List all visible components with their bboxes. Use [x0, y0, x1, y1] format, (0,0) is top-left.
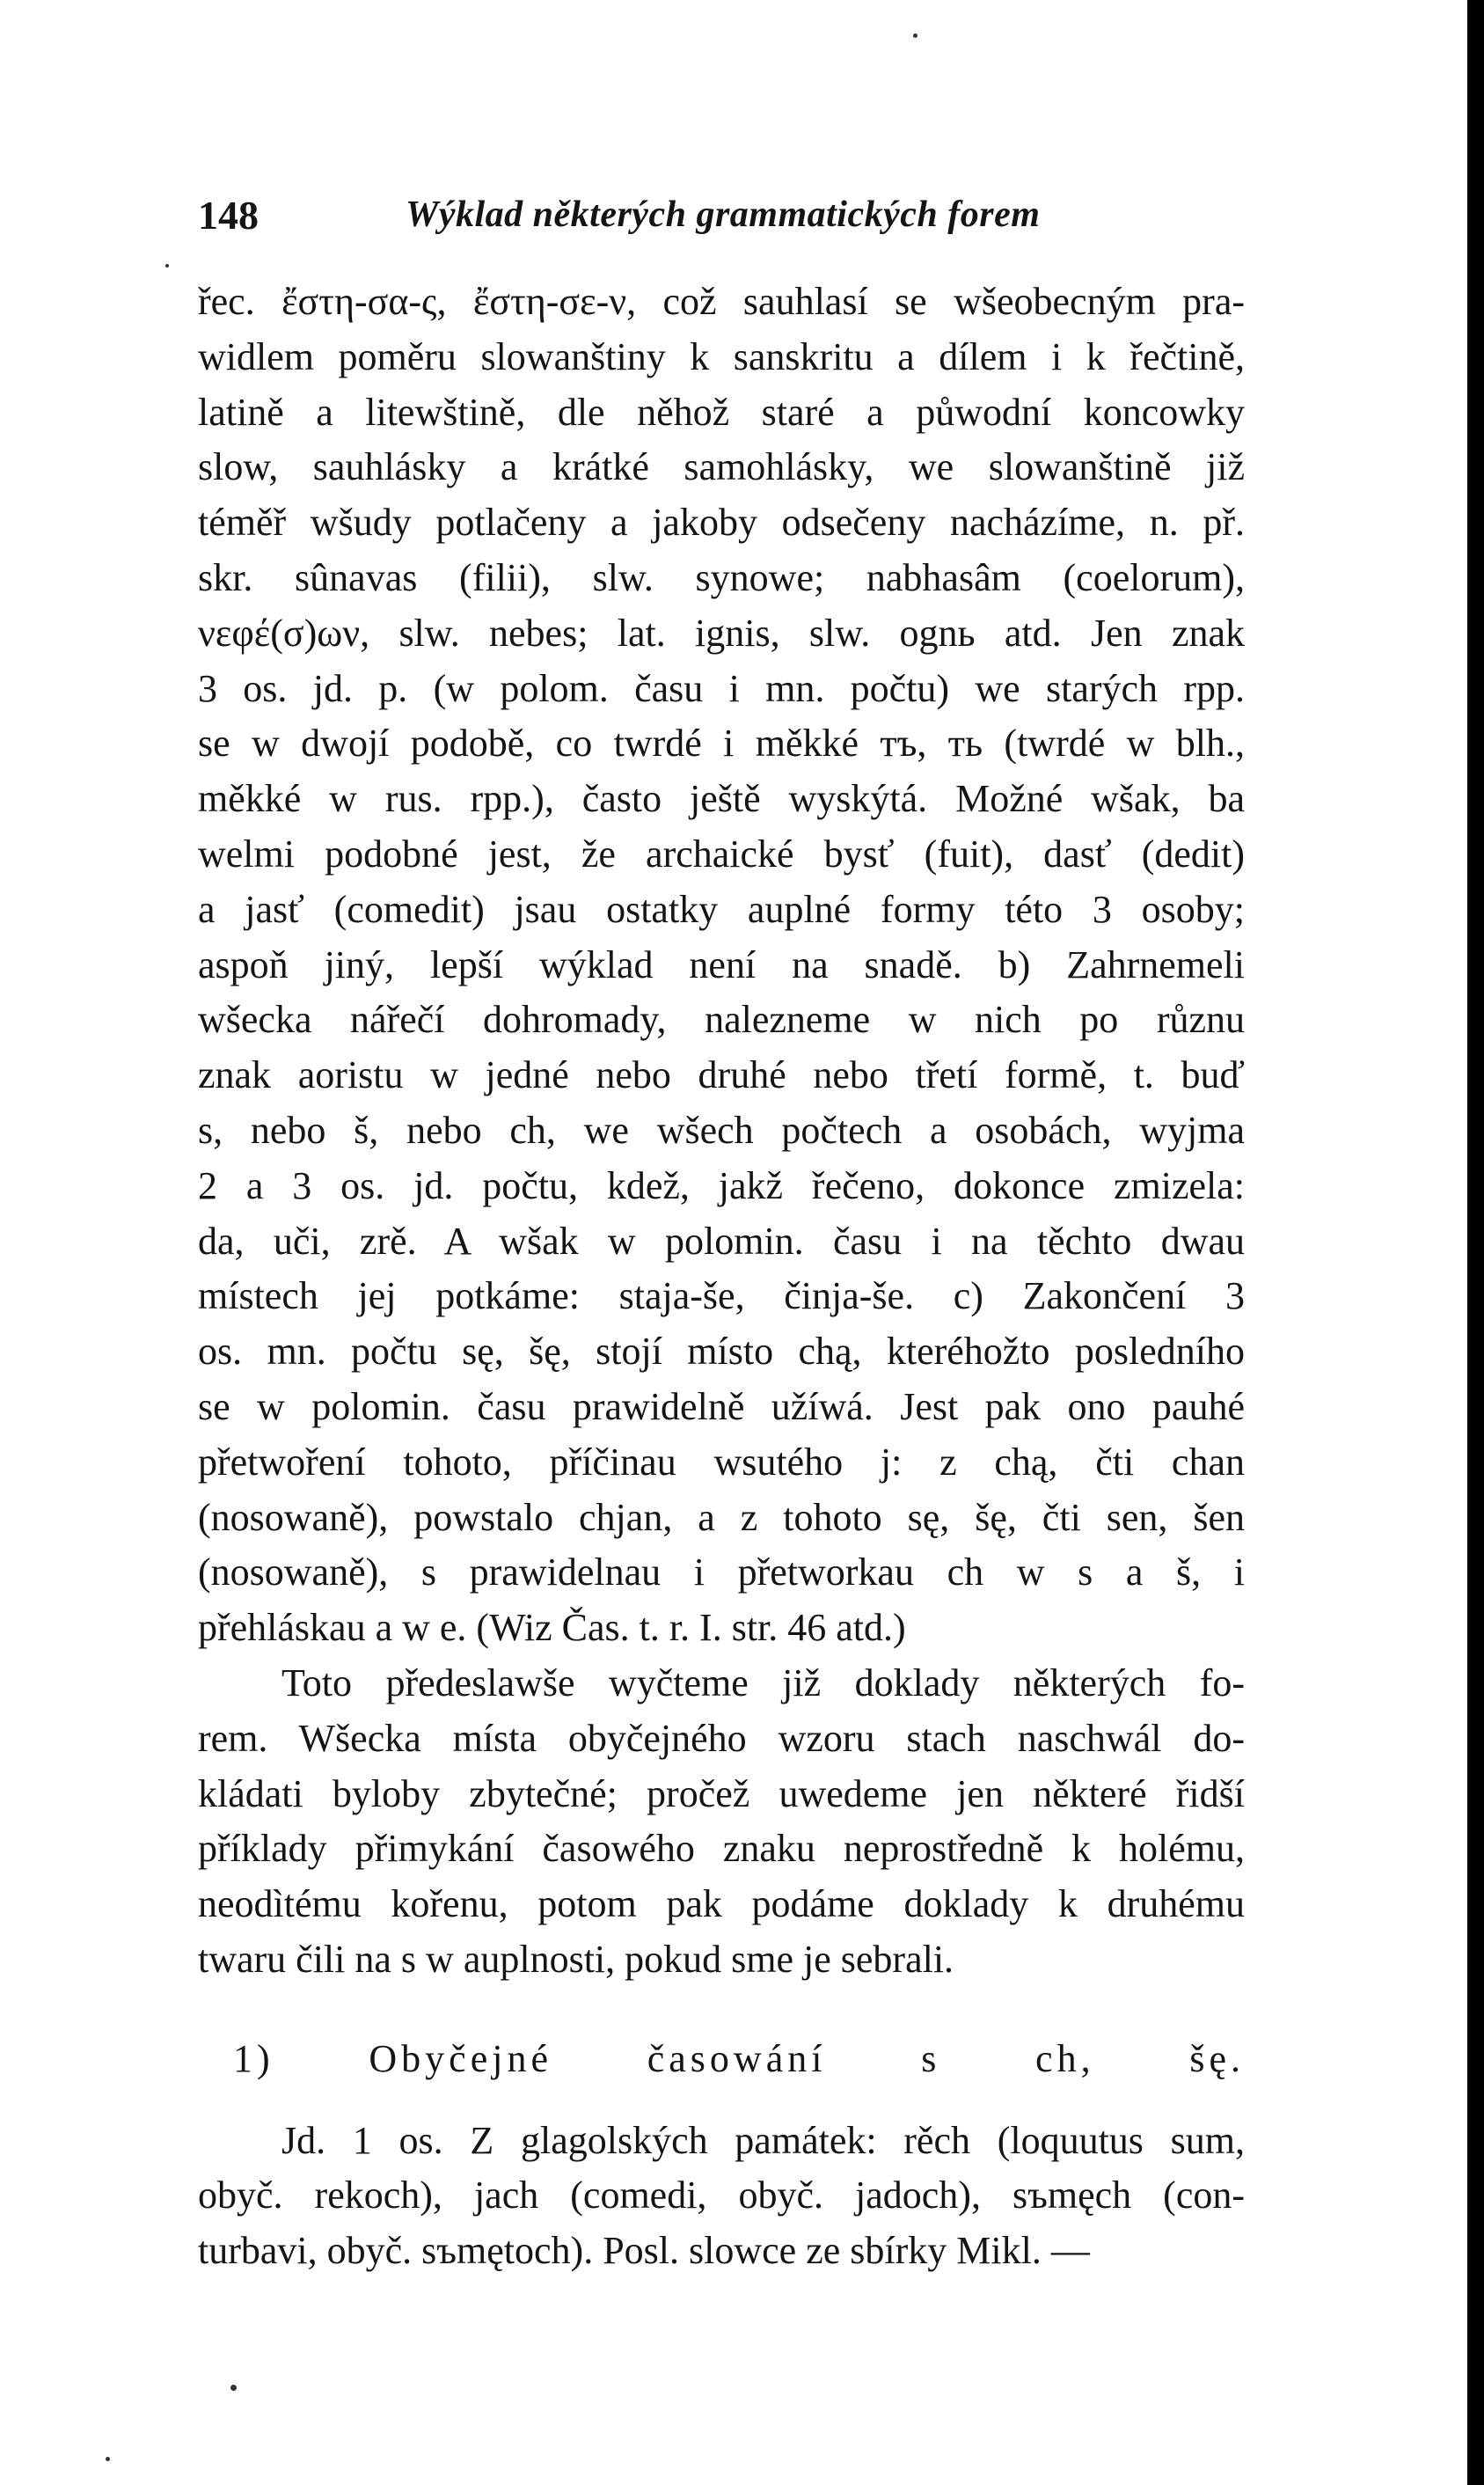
text-line: místech jej potkáme: staja-še, činja-še. c) Zakončení 3	[198, 1274, 1245, 1318]
text-line: da, uči, zrě. A wšak w polomin. času i na těchto dwau	[198, 1219, 1245, 1263]
text-line: slow, sauhlásky a krátké samohlásky, we slowanštině již	[198, 445, 1245, 489]
text-line: welmi podobné jest, že archaické bysť (fuit), dasť (dedit)	[198, 832, 1245, 876]
paragraph-1	[198, 275, 1245, 1656]
text-line: přetwoření tohoto, příčinau wsutého j: z chą, čti chan	[198, 1440, 1245, 1484]
text-line: 2 a 3 os. jd. počtu, kdež, jakž řečeno, dokonce zmizela:	[198, 1163, 1245, 1207]
text-line: latině a litewštině, dle něhož staré a půwodní koncowky	[198, 390, 1245, 434]
text-line: měkké w rus. rpp.), často ještě wyskýtá. Možné wšak, ba	[198, 777, 1245, 821]
paragraph-2	[198, 1656, 1245, 1988]
text-line: twaru čili na s w auplnosti, pokud sme je sebrali.	[198, 1937, 954, 1981]
paragraph-3	[198, 2114, 1245, 2279]
text-line: os. mn. počtu sę, šę, stojí místo chą, kteréhožto posledního	[198, 1330, 1245, 1374]
text-line: s, nebo š, nebo ch, we wšech počtech a osobách, wyjma	[198, 1108, 1245, 1152]
text-line: Jd. 1 os. Z glagolských památek: rěch (loquutus sum,	[281, 2118, 1245, 2162]
text-line: se w polomin. času prawidelně užíwá. Jest pak ono pauhé	[198, 1384, 1245, 1428]
scan-speck	[165, 264, 169, 268]
scan-edge-bar	[1467, 0, 1484, 2485]
scan-speck	[106, 2457, 110, 2461]
running-title: Wýklad některých grammatických forem	[406, 194, 1041, 235]
text-line: νεφέ(σ)ων, slw. nebes; lat. ignis, slw. ognь atd. Jen znak	[198, 611, 1245, 655]
text-line: skr. sûnavas (filii), slw. synowe; nabhasâm (coelorum),	[198, 555, 1245, 599]
text-line: a jasť (comedit) jsau ostatky auplné formy této 3 osoby;	[198, 887, 1245, 931]
text-line: příklady přimykání časowého znaku neprostředně k holému,	[198, 1827, 1245, 1871]
page-number: 148	[198, 193, 259, 238]
text-line: neodìtému kořenu, potom pak podáme doklady k druhému	[198, 1882, 1245, 1926]
text-line: téměř wšudy potlačeny a jakoby odsečeny nacházíme, n. př.	[198, 501, 1245, 545]
text-line: Toto předeslawše wyčteme již doklady některých fo-	[281, 1660, 1245, 1704]
text-line: znak aoristu w jedné nebo druhé nebo třetí formě, t. buď	[198, 1053, 1245, 1097]
text-line: turbavi, obyč. sъmętoch). Posl. slowce ze sbírky Mikl. —	[198, 2229, 1090, 2273]
text-line: obyč. rekoch), jach (comedi, obyč. jadoch), sъmęch (con-	[198, 2173, 1245, 2217]
text-line: přehláskau a w e. (Wiz Čas. t. r. I. str. 46 atd.)	[198, 1606, 906, 1650]
text-line: wšecka nářečí dohromady, nalezneme w nich po různu	[198, 998, 1245, 1042]
scan-speck	[230, 2385, 237, 2391]
running-header	[198, 176, 1245, 255]
scan-speck	[913, 33, 917, 38]
text-line: (nosowaně), powstalo chjan, a z tohoto sę, šę, čti sen, šen	[198, 1495, 1245, 1539]
text-line: se w dwojí podobě, co twrdé i měkké тъ, ть (twrdé w blh.,	[198, 722, 1245, 766]
text-line: rem. Wšecka místa obyčejného wzoru stach naschwál do-	[198, 1716, 1245, 1760]
text-line: kládati byloby zbytečné; pročež uwedeme jen některé řidší	[198, 1771, 1245, 1815]
page-content	[198, 176, 1245, 2279]
text-line: widlem poměru slowanštiny k sanskritu a dílem i k řečtině,	[198, 334, 1245, 378]
text-line: řec. ἔστη-σα-ς, ἔστη-σε-ν, což sauhlasí se wšeobecným pra-	[198, 280, 1245, 323]
text-line: 3 os. jd. p. (w polom. času i mn. počtu) we starých rpp.	[198, 666, 1245, 710]
text-line: (nosowaně), s prawidelnau i přetworkau ch w s a š, i	[198, 1550, 1245, 1594]
text-line: aspoň jiný, lepší wýklad není na snadě. b) Zahrnemeli	[198, 942, 1245, 986]
body-text	[198, 275, 1245, 2279]
section-heading: 1) Obyčejné časowání s ch, šę.	[233, 2036, 1245, 2080]
